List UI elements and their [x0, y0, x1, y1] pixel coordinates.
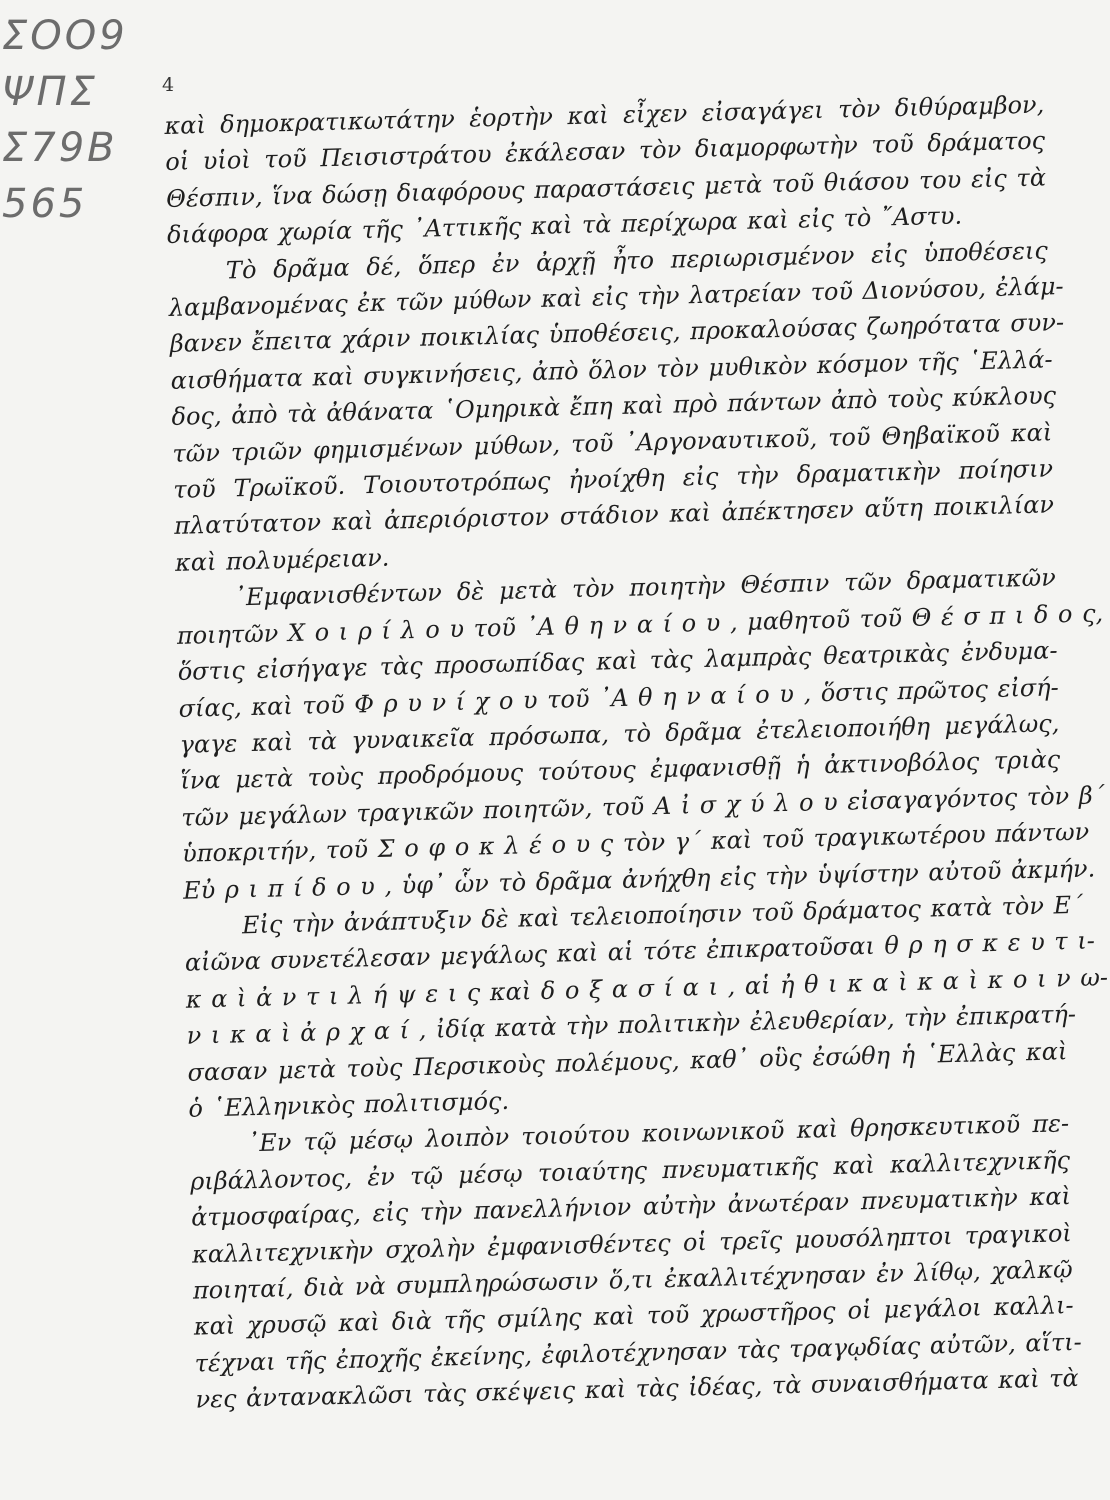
margin-note: Σ79Β: [2, 125, 118, 171]
paragraph-start-line: Τὸ δρᾶμα δέ, ὅπερ ἐν ἀρχῇ ἦτο περιωρισμένον εἰς ὑποθέσεις: [225, 236, 1049, 285]
text-line: ὑποκριτήν, τοῦ Σ ο φ ο κ λ έ ο υ ς τὸν γ΄ καὶ τοῦ τραγικωτέρου πάντων: [181, 817, 1090, 868]
text-line: τέχναι τῆς ἐποχῆς ἐκείνης, ἐφιλοτέχνησαν τὰς τραγῳδίας αὐτῶν, αἵτι-: [194, 1327, 1083, 1378]
text-line: ἵνα μετὰ τοὺς προδρόμους τούτους ἐμφανισθῇ ἡ ἀκτινοβόλος τριὰς: [180, 745, 1061, 796]
text-line: ὁ ῾Ελληνικὸς πολιτισμός.: [188, 1086, 510, 1123]
text-line: Θέσπιν, ἵνα δώσῃ διαφόρους παραστάσεις μετὰ τοῦ θιάσου του εἰς τὰ: [165, 163, 1047, 213]
body-text: [164, 86, 1109, 1418]
text-line: πλατύτατον καὶ ἀπεριόριστον στάδιον καὶ ἀπέκτησεν αὕτη ποικιλίαν: [173, 490, 1055, 541]
text-line: ποιητῶν Χ ο ι ρ ί λ ο υ τοῦ ᾿Α θ η ν α ί ο υ , μαθητοῦ τοῦ Θ έ σ π ι δ ο ς,: [176, 598, 1104, 650]
text-line: αἰῶνα συνετέλεσαν μεγάλως καὶ αἱ τότε ἐπικρατοῦσαι θ ρ η σ κ ε υ τ ι-: [184, 926, 1096, 978]
paragraph-start-line: Εἰς τὴν ἀνάπτυξιν δὲ καὶ τελειοποίησιν τοῦ δράματος κατὰ τὸν Ε΄: [241, 890, 1084, 940]
text-line: βανεν ἔπειτα χάριν ποικιλίας ὑποθέσεις, προκαλούσας ζωηρότατα συν-: [169, 308, 1065, 359]
text-line: γαγε καὶ τὰ γυναικεῖα πρόσωπα, τὸ δρᾶμα ἐτελειοποιήθη μεγάλως,: [179, 709, 1060, 759]
text-line: τῶν μεγάλων τραγικῶν ποιητῶν, τοῦ Α ἰ σ χ ύ λ ο υ εἰσαγαγόντος τὸν β΄: [180, 780, 1106, 832]
paragraph-start-line: ᾿Εν τῷ μέσῳ λοιπὸν τοιούτου κοινωνικοῦ καὶ θρησκευτικοῦ πε-: [246, 1109, 1070, 1158]
text-line: σίας, καὶ τοῦ Φ ρ υ ν ί χ ο υ τοῦ ᾿Α θ η ν α ί ο υ , ὅστις πρῶτος εἰσή-: [178, 672, 1060, 723]
margin-note: ΣΟΟ9: [2, 13, 128, 59]
handwritten-margin-notes: [0, 8, 130, 232]
text-line: καὶ δημοκρατικωτάτην ἑορτὴν καὶ εἶχεν εἰσαγάγει τὸν διθύραμβον,: [164, 90, 1045, 140]
text-line: αισθήματα καὶ συγκινήσεις, ἀπὸ ὅλον τὸν μυθικὸν κόσμον τῆς ῾Ελλά-: [170, 345, 1053, 395]
text-line: τοῦ Τρωϊκοῦ. Τοιουτοτρόπως ἠνοίχθη εἰς τὴν δραματικὴν ποίησιν: [172, 454, 1054, 504]
text-line: δος, ἀπὸ τὰ ἀθάνατα ῾Ομηρικὰ ἔπη καὶ πρὸ πάντων ἀπὸ τοὺς κύκλους: [171, 381, 1057, 432]
text-line: ριβάλλοντος, ἐν τῷ μέσῳ τοιαύτης πνευματικῆς καὶ καλλιτεχνικῆς: [189, 1145, 1071, 1196]
text-line: ν ι κ α ὶ ἀ ρ χ α ί , ἰδίᾳ κατὰ τὴν πολιτικὴν ἐλευθερίαν, τὴν ἐπικρατή-: [186, 1000, 1077, 1050]
margin-note: 565: [2, 181, 88, 227]
text-line: λαμβανομένας ἐκ τῶν μύθων καὶ εἰς τὴν λατρείαν τοῦ Διονύσου, ἐλάμ-: [168, 272, 1064, 322]
text-line: οἱ υἱοὶ τοῦ Πεισιστράτου ἐκάλεσαν τὸν διαμορφωτὴν τοῦ δράματος: [164, 126, 1046, 177]
text-line: νες ἀντανακλῶσι τὰς σκέψεις καὶ τὰς ἰδέας, τὰ συναισθήματα καὶ τὰ: [195, 1364, 1080, 1414]
text-line: κ α ὶ ἀ ν τ ι λ ή ψ ε ι ς καὶ δ ο ξ α σ ί α ι , αἱ ἠ θ ι κ α ὶ κ α ὶ κ ο ι ν ω-: [185, 962, 1109, 1014]
text-line: ἀτμοσφαίρας, εἰς τὴν πανελλήνιον αὐτὴν ἀνωτέραν πνευματικὴν καὶ: [190, 1182, 1072, 1232]
text-line: τῶν τριῶν φημισμένων μύθων, τοῦ ᾿Αργοναυτικοῦ, τοῦ Θηβαϊκοῦ καὶ: [172, 418, 1053, 468]
text-line: καλλιτεχνικὴν σχολὴν ἐμφανισθέντες οἱ τρεῖς μουσόληπτοι τραγικοὶ: [191, 1218, 1073, 1269]
text-line: διάφορα χωρία τῆς ᾿Αττικῆς καὶ τὰ περίχωρα καὶ εἰς τὸ ῎Αστυ.: [166, 201, 963, 250]
text-line: καὶ πολυμέρειαν.: [174, 543, 390, 577]
text-line: ὅστις εἰσήγαγε τὰς προσωπίδας καὶ τὰς λαμπρὰς θεατρικὰς ἐνδυμα-: [177, 636, 1058, 686]
text-line: σασαν μετὰ τοὺς Περσικοὺς πολέμους, καθ᾿ οὓς ἐσώθη ἡ ῾Ελλὰς καὶ: [187, 1036, 1068, 1087]
paragraph-start-line: ᾿Εμφανισθέντων δὲ μετὰ τὸν ποιητὴν Θέσπιν τῶν δραματικῶν: [233, 563, 1057, 612]
text-line: ποιηταί, διὰ νὰ συμπληρώσωσιν ὅ,τι ἐκαλλιτέχνησαν ἐν λίθῳ, χαλκῷ: [192, 1255, 1073, 1305]
text-line: καὶ χρυσῷ καὶ διὰ τῆς σμίλης καὶ τοῦ χρωστῆρος οἱ μεγάλοι καλλι-: [193, 1291, 1074, 1342]
margin-note: ΨΠΣ: [2, 69, 98, 115]
text-line: Εὐ ρ ι π ί δ ο υ , ὑφ᾿ ὧν τὸ δρᾶμα ἀνήχθη εἰς τὴν ὑψίστην αὐτοῦ ἀκμήν.: [182, 854, 1096, 905]
page-number: 4: [162, 74, 175, 96]
